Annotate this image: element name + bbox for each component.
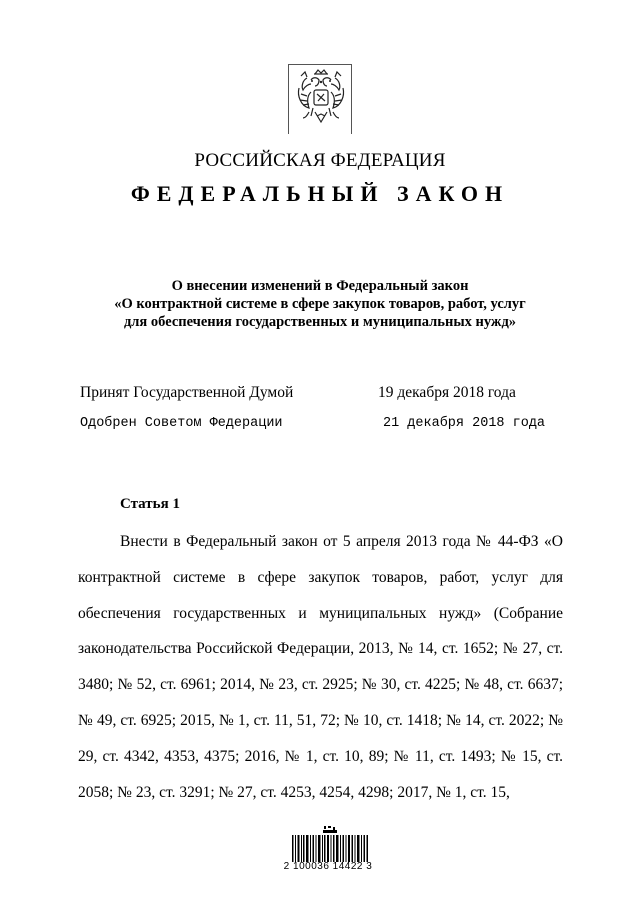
approved-by-council-label: Одобрен Советом Федерации [80, 416, 283, 431]
law-title-line: для обеспечения государственных и муниципальных нужд» [123, 314, 517, 330]
emblem-frame [288, 64, 352, 134]
law-title-line: О внесении изменений в Федеральный закон [171, 278, 469, 294]
country-name: РОССИЙСКАЯ ФЕДЕРАЦИЯ [194, 150, 446, 171]
barcode-icon [290, 826, 370, 862]
document-type: ФЕДЕРАЛЬНЫЙ ЗАКОН [130, 181, 510, 206]
law-title [0, 277, 640, 331]
article-body: Внести в Федеральный закон от 5 апреля 2013 года № 44-ФЗ «О контрактной системе в сфере закупок товаров, работ, услуг для обеспечения государственных и муниципальных нужд» (Собрание законодательства Российской Федерации, 2013, № 14, ст. 1652; № 27, ст. 3480; № 52, ст. 6961; 2014, № 23, ст. 2925; № 30, ст. 4225; № 48, ст. 6637; № 49, ст. 6925; 2015, № 1, ст. 11, 51, 72; № 10, ст. 1418; № 14, ст. 2022; № 29, ст. 4342, 4353, 4375; 2016, № 1, ст. 10, 89; № 11, ст. 1493; № 15, ст. 2058; № 23, ст. 3291; № 27, ст. 4253, 4254, 4298; 2017, № 1, ст. 15, [78, 533, 563, 801]
coat-of-arms-icon [295, 68, 347, 126]
barcode-number: 2 100036 14422 3 [283, 861, 373, 872]
approved-by-council-date: 21 декабря 2018 года [383, 416, 546, 431]
adopted-by-duma-label: Принят Государственной Думой [80, 384, 294, 401]
adopted-by-duma-date: 19 декабря 2018 года [378, 384, 516, 401]
article-heading: Статья 1 [120, 496, 180, 512]
law-title-line: «О контрактной системе в сфере закупок товаров, работ, услуг [114, 296, 526, 312]
